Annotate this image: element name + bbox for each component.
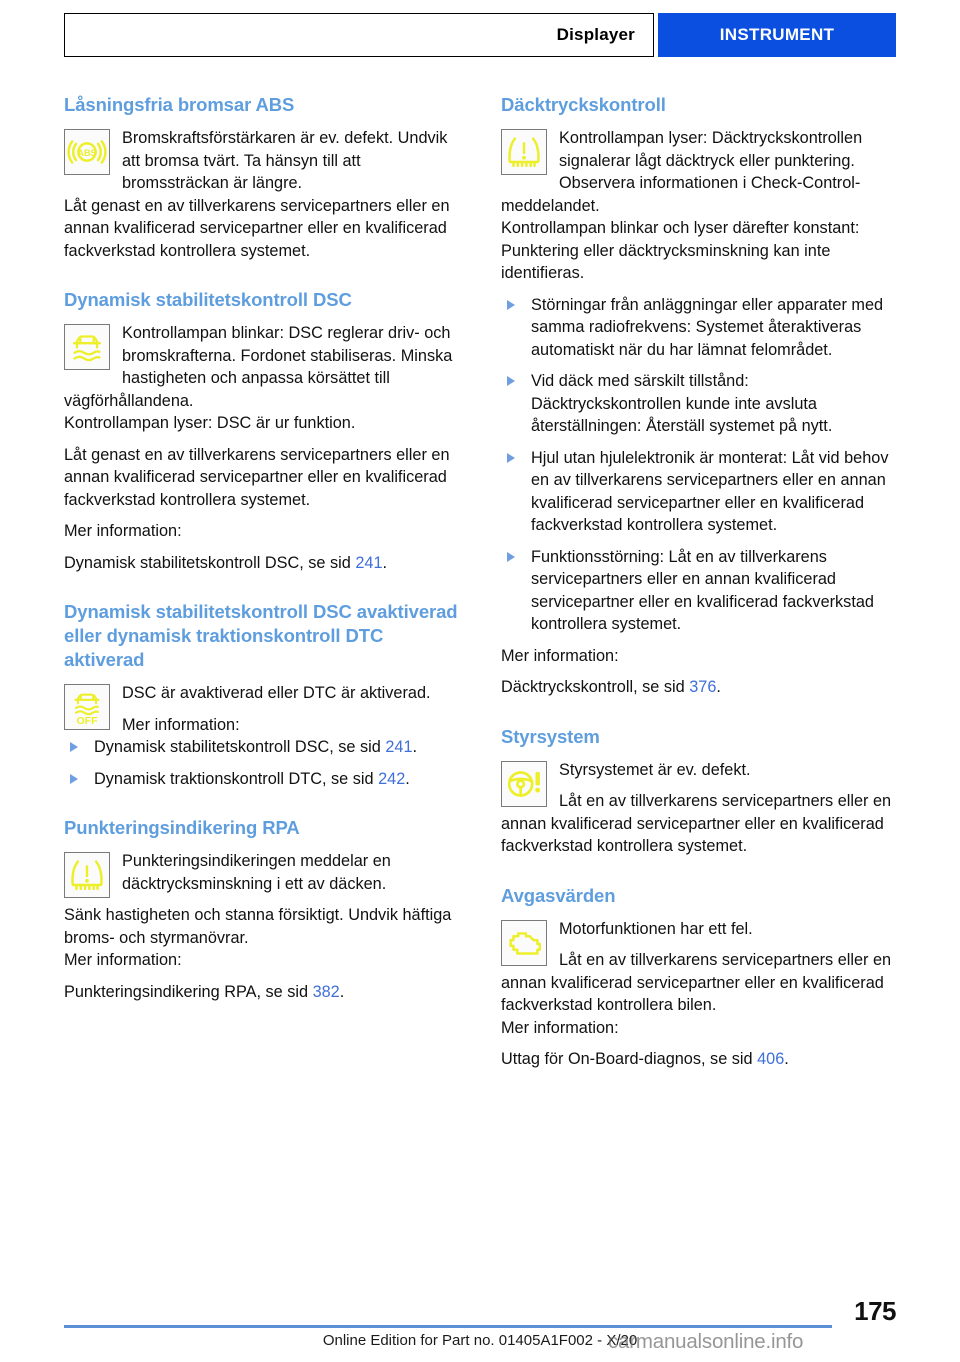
dsc-icon-paragraph: Kontrollampan blinkar: DSC reglerar driv- och bromskrafterna. Fordonet stabiliseras. Minska hastigheten och anpassa körsättet till vägförhållandena. [64,324,453,410]
bullet-text: Dynamisk stabilitetskontroll DSC, se sid [94,738,386,756]
section-dsc-off [64,600,459,790]
section-steering [501,725,896,858]
emissions-reference-text: Uttag för On-Board-diagnos, se sid [501,1050,758,1068]
left-column [64,93,459,1097]
bullet-page-ref[interactable]: 242 [378,769,406,788]
dsc-off-icon-block [64,682,459,736]
bullet-text: Vid däck med särskilt tillstånd: Däcktryckskontrollen kunde inte avsluta återställningen: Återställ systemet på nytt. [531,372,833,435]
list-item [501,447,896,537]
section-emissions [501,884,896,1071]
tpms-paragraph-1: Kontrollampan blinkar och lyser därefter konstant: Punktering eller däcktrycksminskning kan inte identifieras. [501,219,860,282]
list-item [501,370,896,438]
rpa-paragraph-1: Mer information: [64,951,182,969]
bullet-text: Störningar från anläggningar eller apparater med samma radiofrekvens: Systemet återaktiveras automatiskt när du har lämnat felområdet. [531,295,884,359]
emissions-icon-block [501,918,896,1017]
watermark: carmanualsonline.info [608,1330,804,1353]
footer-divider [64,1325,832,1328]
svg-text:ABS: ABS [77,147,97,158]
dsc-off-bullet-list [64,736,459,790]
bullet-suffix: . [412,738,418,756]
section-tpms [501,93,896,699]
bullet-text: Hjul utan hjulelektronik är monterat: Låt vid behov en av tillverkarens servicepartners eller en annan kvalificerad servicepartner eller en kvalificerad fackverkstad kontrollera systemet. [531,448,889,534]
page-number: 175 [854,1296,896,1326]
steering-icon-paragraph: Styrsystemet är ev. defekt. [559,760,751,779]
steering-icon-paragraph-2: Låt en av tillverkarens servicepartners eller en annan kvalificerad servicepartner eller en kvalificerad fackverkstad kontrollera systemet. [501,792,892,855]
emissions-icon-paragraph: Motorfunktionen har ett fel. [559,919,753,938]
triangle-bullet-icon [507,552,515,562]
dsc-skid-icon [64,324,110,370]
svg-text:OFF: OFF [76,715,98,728]
dsc-reference-page[interactable]: 241 [355,553,383,572]
dsc-paragraph-2: Låt genast en av tillverkarens servicepartners eller en annan kvalificerad servicepartner eller en kvalificerad fackverkstad kontrollera systemet. [64,445,450,509]
tpms-more-info: Mer information: [501,646,619,665]
rpa-icon-paragraph: Punkteringsindikeringen meddelar en däcktrycksminskning i ett av däcken. [122,852,391,893]
section-abs [64,93,459,262]
tpms-reference-suffix: . [716,678,721,696]
section-rpa [64,816,459,1003]
abs-warning-icon [64,129,110,175]
bullet-suffix: . [405,769,410,788]
dsc-paragraph-1: Kontrollampan lyser: DSC är ur funktion. [64,414,356,432]
tab-instrument-label: INSTRUMENT [719,25,835,44]
dsc-off-icon [64,684,110,730]
dsc-off-icon-paragraph-2: Mer information: [122,715,240,734]
emissions-reference-page[interactable]: 406 [757,1050,785,1068]
dsc-off-icon-paragraph: DSC är avaktiverad eller DTC är aktiverad. [122,684,431,702]
rpa-icon-block [64,850,459,949]
tpms-reference-page[interactable]: 376 [689,678,717,696]
section-title-dsc-off: Dynamisk stabilitetskontroll DSC avaktiverad eller dynamisk traktionskontroll DTC aktiverad [64,601,458,670]
abs-icon-block [64,127,459,195]
rpa-reference-text: Punkteringsindikering RPA, se sid [64,982,313,1001]
emissions-icon-paragraph-2: Låt en av tillverkarens servicepartners eller en annan kvalificerad servicepartner eller en kvalificerad fackverkstad kontrollera bilen. [501,951,892,1014]
triangle-bullet-icon [70,742,78,752]
rpa-reference-suffix: . [339,982,345,1001]
abs-paragraph-1: Låt genast en av tillverkarens servicepartners eller en annan kvalificerad servicepartner eller en kvalificerad fackverkstad kontrollera systemet. [64,196,450,260]
rpa-reference [64,981,459,1004]
section-title-rpa: Punkteringsindikering RPA [64,817,300,838]
triangle-bullet-icon [507,300,515,310]
bullet-page-ref[interactable]: 241 [385,738,413,756]
footer-edition-text: Online Edition for Part no. 01405A1F002 - X/20 [322,1332,638,1349]
section-title-tpms: Däcktryckskontroll [501,94,666,115]
tpms-bullet-list [501,294,896,636]
emissions-reference-suffix: . [784,1050,789,1068]
rpa-icon-paragraph-2: Sänk hastigheten och stanna försiktigt. Undvik häftiga broms- och styrmanövrar. [64,906,452,947]
triangle-bullet-icon [507,453,515,463]
section-title-dsc: Dynamisk stabilitetskontroll DSC [64,289,352,310]
emissions-reference [501,1048,896,1071]
tpms-icon-block [501,127,896,217]
triangle-bullet-icon [70,774,78,784]
engine-check-icon [501,920,547,966]
section-title-emissions: Avgasvärden [501,884,616,906]
emissions-more-info: Mer information: [501,1018,619,1037]
tpms-reference [501,676,896,699]
dsc-reference-suffix: . [382,553,388,572]
right-column [501,93,896,1097]
page-header-tabs [64,13,896,57]
tpms-reference-text: Däcktryckskontroll, se sid [501,678,690,696]
section-dsc [64,288,459,574]
list-item [64,736,459,759]
content-columns [64,93,896,1097]
section-title-steering: Styrsystem [501,725,600,747]
list-item [64,768,459,791]
tab-displayer-label: Displayer [556,25,635,44]
rpa-reference-page[interactable]: 382 [312,982,340,1001]
bullet-text: Dynamisk traktionskontroll DTC, se sid [94,769,379,788]
tab-displayer[interactable] [64,13,654,57]
tire-pressure-warning-icon [501,129,547,175]
list-item [501,294,896,362]
dsc-icon-block [64,322,459,412]
page-title: Låsningsfria bromsar ABS [64,94,295,115]
triangle-bullet-icon [507,376,515,386]
steering-icon-block [501,759,896,858]
dsc-paragraph-3: Mer information: [64,522,182,540]
tpms-icon-paragraph: Kontrollampan lyser: Däcktryckskontrollen signalerar lågt däcktryck eller punktering. Observera informationen i Check-Control-meddelandet. [501,129,863,215]
steering-wheel-warning-icon [501,761,547,807]
list-item [501,546,896,636]
dsc-reference-text: Dynamisk stabilitetskontroll DSC, se sid [64,553,356,572]
dsc-reference [64,552,459,575]
tire-pressure-warning-icon [64,852,110,898]
bullet-text: Funktionsstörning: Låt en av tillverkarens servicepartners eller en annan kvalificerad servicepartner eller en kvalificerad fackverkstad kontrollera systemet. [531,547,874,633]
abs-icon-paragraph: Bromskraftsförstärkaren är ev. defekt. Undvik att bromsa tvärt. Ta hänsyn till att bromssträckan är längre. [122,129,448,192]
tab-instrument[interactable] [658,13,896,57]
